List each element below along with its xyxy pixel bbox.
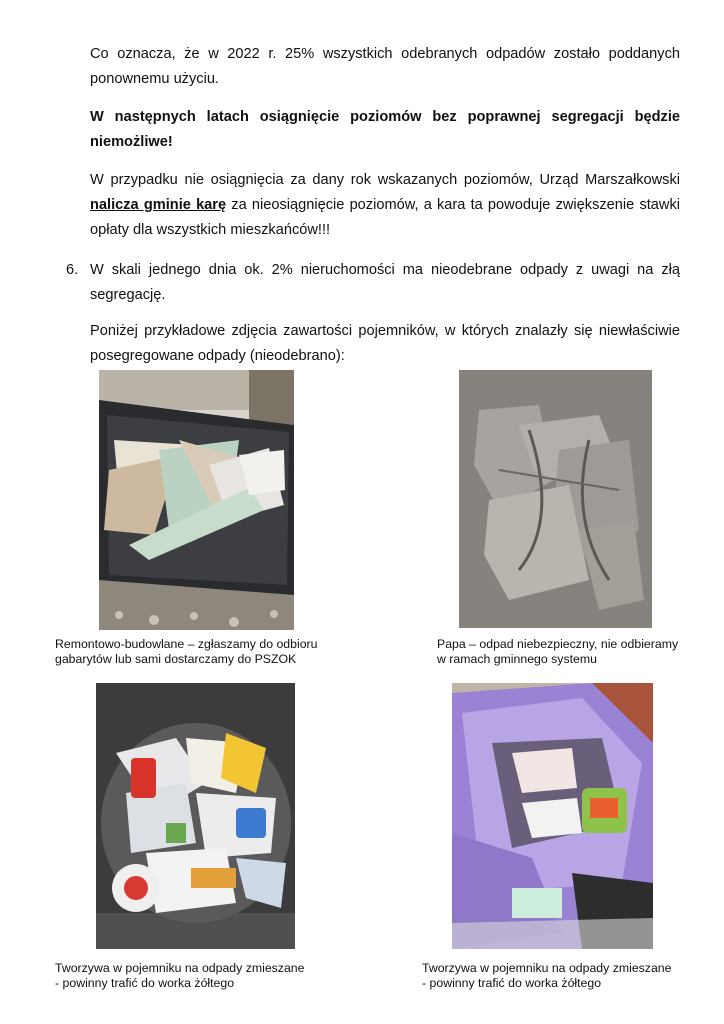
photo-roofing-felt <box>459 370 652 628</box>
paragraph-reuse-2022: Co oznacza, że w 2022 r. 25% wszystkich odebranych odpadów zostało poddanych ponownemu użyciu. <box>90 46 680 87</box>
caption-roofing-felt <box>437 637 678 667</box>
caption-line: Tworzywa w pojemniku na odpady zmieszane <box>422 961 672 975</box>
penalty-emphasis: nalicza gminie karę <box>90 197 227 213</box>
photo-construction-waste <box>99 370 294 630</box>
caption-line: - powinny trafić do worka żółtego <box>422 976 602 990</box>
list-item-6-text: W skali jednego dnia ok. 2% nieruchomości ma nieodebrane odpady z uwagi na złą segregację. <box>90 262 680 303</box>
penalty-text-after: za nieosiągnięcie poziomów, a kara ta powoduje zwiększenie stawki opłaty dla wszystkich mieszkańców!!! <box>90 197 680 238</box>
photo-plastics-mixed-bin-1 <box>96 683 295 949</box>
caption-line: Papa – odpad niebezpieczny, nie odbieramy <box>437 637 679 651</box>
paragraph-warning: W następnych latach osiągnięcie poziomów bez poprawnej segregacji będzie niemożliwe! <box>90 109 680 150</box>
caption-plastics-mixed-bin-2 <box>422 961 671 991</box>
list-number-6: 6. <box>66 262 79 278</box>
penalty-text-before: W przypadku nie osiągnięcia za dany rok wskazanych poziomów, Urząd Marszałkowski <box>90 172 680 188</box>
caption-line: - powinny trafić do worka żółtego <box>55 976 235 990</box>
caption-line: gabarytów lub sami dostarczamy do PSZOK <box>55 652 297 666</box>
photo-plastics-mixed-bin-2 <box>452 683 653 949</box>
paragraph-penalty <box>90 168 680 243</box>
caption-line: w ramach gminnego systemu <box>437 652 597 666</box>
caption-line: Remontowo-budowlane – zgłaszamy do odbioru <box>55 637 318 651</box>
paragraph-photo-intro: Poniżej przykładowe zdjęcia zawartości pojemników, w których znalazły się niewłaściwie posegregowane odpady (nieodebrano): <box>90 323 680 364</box>
caption-construction-waste <box>55 637 318 667</box>
caption-plastics-mixed-bin-1 <box>55 961 304 991</box>
caption-line: Tworzywa w pojemniku na odpady zmieszane <box>55 961 305 975</box>
